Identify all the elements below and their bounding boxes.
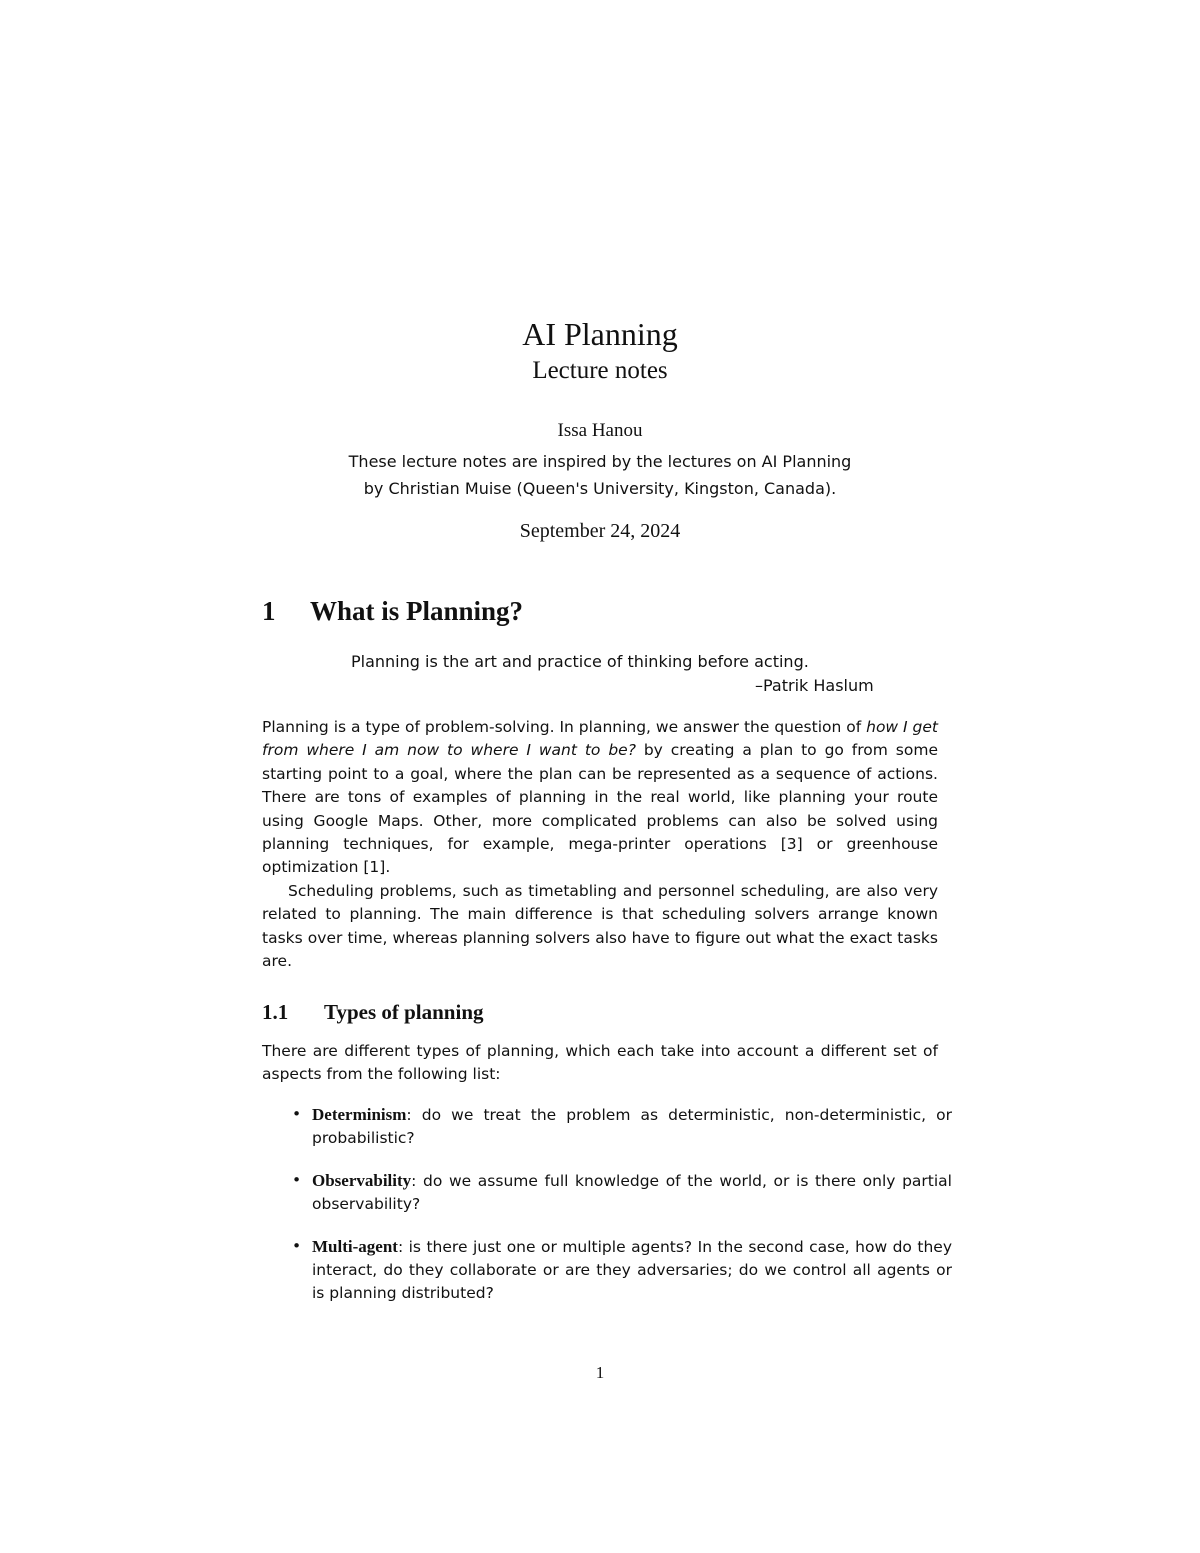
document-title: AI Planning bbox=[522, 316, 678, 352]
list-item-term: Determinism bbox=[312, 1105, 407, 1124]
paragraph-text: by creating a plan to go from some starting point to a goal, where the plan can be represented as a sequence of actions. There are tons of examples of planning in the real world, like planning your route using Google Maps. Other, more complicated problems can also be solved using planning techniques, for example, mega-printer operations [3] or greenhouse optimization [1]. bbox=[262, 741, 938, 877]
paragraph: There are different types of planning, which each take into account a different set of aspects from the following list: bbox=[262, 1042, 938, 1084]
list-item-term: Multi-agent bbox=[312, 1236, 398, 1256]
list-item bbox=[290, 1103, 952, 1151]
list-item-term: Observability bbox=[312, 1170, 412, 1190]
author-name: Issa Hanou bbox=[557, 420, 643, 441]
section-heading bbox=[262, 596, 523, 627]
document-date: September 24, 2024 bbox=[519, 520, 681, 542]
section-title: What is Planning? bbox=[310, 596, 524, 626]
list-item bbox=[290, 1169, 952, 1217]
document-subtitle: Lecture notes bbox=[532, 357, 668, 384]
author-note-line-1: These lecture notes are inspired by the lectures on AI Planning bbox=[348, 452, 852, 471]
paragraph bbox=[262, 716, 938, 880]
paragraph-emphasis: how I get from where I am now to where I want to be? bbox=[262, 718, 938, 760]
section-number: 1 bbox=[262, 596, 276, 626]
bullet-icon: • bbox=[292, 1170, 302, 1189]
bullet-icon: • bbox=[292, 1105, 302, 1123]
bullet-list bbox=[290, 1103, 952, 1324]
paragraph-text: Planning is a type of problem-solving. In planning, we answer the question of bbox=[262, 718, 867, 736]
subsection-number: 1.1 bbox=[262, 1000, 289, 1024]
bullet-icon: • bbox=[292, 1236, 302, 1255]
subsection-title: Types of planning bbox=[324, 1000, 484, 1024]
list-item-text: : do we treat the problem as deterministic, non-deterministic, or probabilistic? bbox=[312, 1106, 952, 1148]
paragraph: Scheduling problems, such as timetabling and personnel scheduling, are also very related to planning. The main difference is that scheduling solvers arrange known tasks over time, whereas planning solvers also have to figure out what the exact tasks are. bbox=[262, 882, 938, 971]
list-item-text: : do we assume full knowledge of the world, or is there only partial observability? bbox=[312, 1171, 952, 1214]
author-note-line-2: by Christian Muise (Queen's University, Kingston, Canada). bbox=[363, 479, 837, 498]
list-item-text: : is there just one or multiple agents? In the second case, how do they interact, do they collaborate or are they adversaries; do we control all agents or is planning distributed? bbox=[312, 1237, 952, 1303]
epigraph-author: –Patrik Haslum bbox=[755, 676, 874, 695]
subsection-heading bbox=[262, 1000, 484, 1025]
epigraph-quote: Planning is the art and practice of thinking before acting. bbox=[351, 652, 809, 671]
list-item bbox=[290, 1235, 952, 1306]
page-number: 1 bbox=[595, 1363, 605, 1382]
